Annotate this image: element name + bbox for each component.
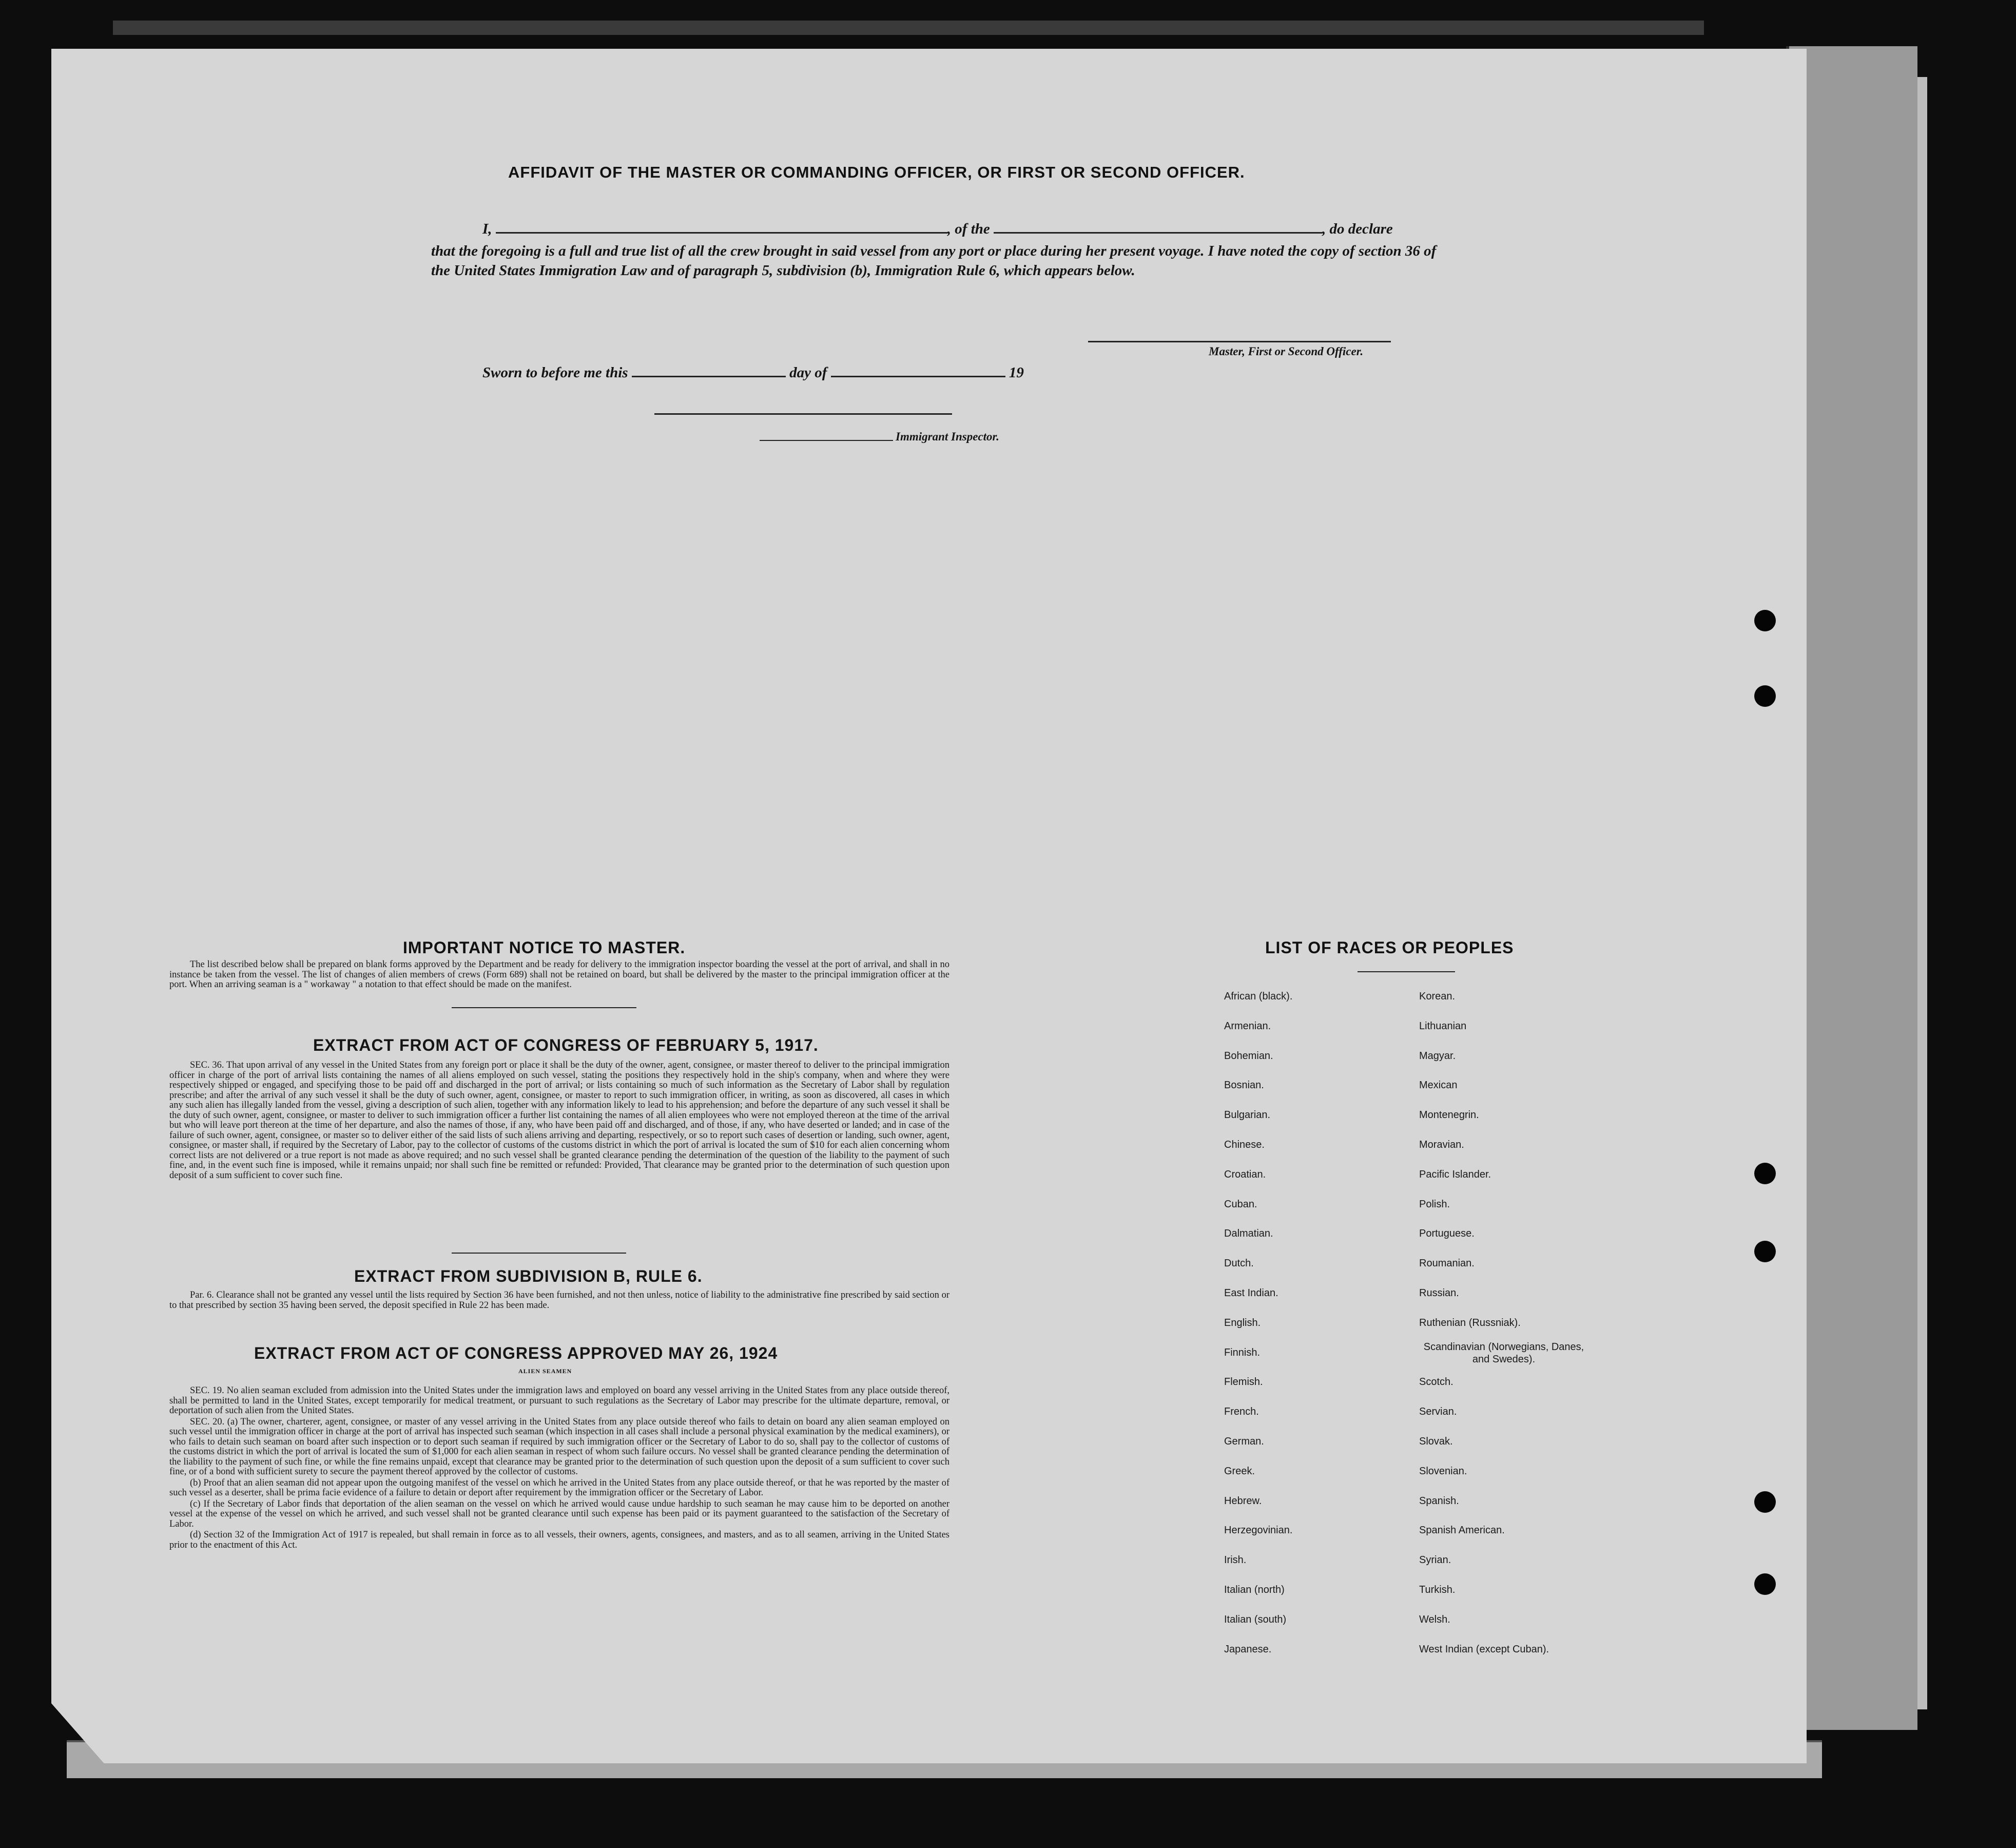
sworn-month-blank[interactable] [831,364,1005,377]
master-signature-label: Master, First or Second Officer. [1209,345,1364,358]
race-item: Slovenian. [1419,1466,1467,1477]
race-item: Pacific Islander. [1419,1169,1491,1180]
master-signature-line[interactable] [1088,341,1391,342]
race-item: Lithuanian [1419,1021,1467,1032]
page-edge-top [113,21,1704,35]
inspector-name-line[interactable] [654,413,952,415]
race-item: Spanish. [1419,1495,1459,1507]
affidavit-declaration-line [482,221,1393,238]
race-item: Spanish American. [1419,1525,1505,1536]
sworn-line [482,364,1024,381]
race-item: German. [1224,1436,1264,1447]
race-item: Bohemian. [1224,1050,1273,1062]
race-item: Montenegrin. [1419,1109,1479,1121]
sec-20a-paragraph: SEC. 20. (a) The owner, charterer, agent, consignee, or master of any vessel arriving in the United States from any place outside thereof who fails to detain on board any alien seaman employed on such vessel until the immigration officer in charge at the port of arrival has inspected such seaman (which inspection in all cases shall include a personal physical examination by the medical examiners), or who fails to detain such seaman on board after such inspection or to deport such seaman if required by such immigration officer or the Secretary of Labor to do so, shall pay to the collector of customs of the customs district in which the port of arrival is located the sum of $1,000 for each alien seaman in respect of whom such failure occurs. No vessel shall be granted clearance pending the determination of the liability to the payment of such fine, or while the fine remains unpaid, except that clearance may be granted prior to the determination of such question upon the deposit of a sum sufficient to cover such fine, or of a bond with sufficient surety to secure the payment thereof approved by the collector of customs. [169,1416,949,1477]
race-item: Servian. [1419,1406,1457,1417]
race-item: West Indian (except Cuban). [1419,1644,1549,1655]
divider [452,1007,636,1008]
race-item: Welsh. [1419,1614,1450,1625]
punch-hole [1754,1163,1776,1184]
race-item: Scotch. [1419,1376,1453,1388]
race-item: Moravian. [1419,1139,1464,1150]
race-item: Polish. [1419,1199,1450,1210]
notice-paragraph: The list described below shall be prepared on blank forms approved by the Department and be ready for delivery to the immigration inspector boarding the vessel at the port of arrival, and shall in no instance be taken from the vessel. The list of changes of alien members of crews (Form 689) shall not be retained on board, but shall be delivered by the master to the principal immigration officer at the port. When an arriving seaman is a " workaway " a notation to that effect should be made on the manifest. [169,959,949,990]
punch-hole [1754,610,1776,631]
race-item: Italian (north) [1224,1584,1285,1595]
race-item: English. [1224,1317,1261,1329]
divider [1358,971,1455,972]
race-item: Greek. [1224,1466,1255,1477]
race-item: Italian (south) [1224,1614,1287,1625]
affidavit-body: that the foregoing is a full and true list of all the crew brought in said vessel from any port or place during her present voyage. I have noted the copy of section 36 of the United States Immigration Law and of paragraph 5, subdivision (b), Immigration Rule 6, which appears below. [431,243,1437,279]
race-item: Cuban. [1224,1199,1257,1210]
race-item: Scandinavian (Norwegians, Danes, and Swedes). [1423,1341,1584,1365]
inspector-signature-line[interactable] [760,440,893,441]
race-item: French. [1224,1406,1259,1417]
extract-rule6-title: EXTRACT FROM SUBDIVISION B, RULE 6. [354,1267,703,1285]
sworn-year: 19 [1009,364,1024,381]
sec-20d-paragraph: (d) Section 32 of the Immigration Act of 1917 is repealed, but shall remain in force as to all vessels, their owners, agents, consignees, and masters, and as to all seamen, arriving in the United States prior to the enactment of this Act. [169,1530,949,1550]
race-item: Croatian. [1224,1169,1266,1180]
race-item: Roumanian. [1419,1258,1475,1269]
extract-1917-title: EXTRACT FROM ACT OF CONGRESS OF FEBRUARY 5, 1917. [313,1036,819,1054]
race-item: Dutch. [1224,1258,1254,1269]
race-item: Armenian. [1224,1021,1271,1032]
affidavit-of-the-label: , of the [947,221,990,237]
name-blank[interactable] [496,221,947,234]
extract-1924-text [169,1386,949,1551]
race-item: Syrian. [1419,1554,1451,1566]
race-item: Bosnian. [1224,1080,1264,1091]
sworn-day-of: day of [789,364,827,381]
race-item: Chinese. [1224,1139,1265,1150]
punch-hole [1754,1573,1776,1595]
race-item: Turkish. [1419,1584,1456,1595]
extract-1924-subtitle: ALIEN SEAMEN [518,1368,572,1375]
race-item: Slovak. [1419,1436,1453,1447]
sec-36-paragraph: SEC. 36. That upon arrival of any vessel in the United States from any foreign port or place it shall be the duty of the owner, agent, consignee, or master thereof to deliver to the principal immigration officer in charge of the port of arrival lists containing the names of all aliens employed on such vessel, stating the positions they respectively hold in the ship's company, when and where they were respectively shipped or engaged, and specifying those to be paid off and discharged in the port of arrival; or lists containing so much of such information as the Secretary of Labor shall by regulation prescribe; and after the arrival of any such vessel it shall be the duty of such owner, agent, consignee, or master to report to such immigration officer, in writing, as soon as discovered, all cases in which any such alien has illegally landed from the vessel, giving a description of such alien, together with any information likely to lead to his apprehension; and before the departure of any such vessel it shall be the duty of such owner, agent, consignee, or master to deliver to such immigration officer a further list containing the names of all alien employees who were not employed thereon at the time of the arrival but who will leave port thereon at the time of her departure, and also the names of those, if any, who have been paid off and discharged, and of those, if any, who have deserted or landed; and in case of the failure of such owner, agent, consignee, or master so to deliver either of the said lists of such aliens arriving and departing, respectively, or so to report such cases of desertion or landing, such owner, agent, consignee, or master shall, if required by the Secretary of Labor, pay to the collector of customs of the customs district in which the port of arrival is located the sum of $10 for each alien concerning whom correct lists are not delivered or a true report is not made as above required; and no such vessel shall be granted clearance pending the determination of the question of the liability to the payment of such fine, and, in the event such fine is imposed, while it remains unpaid; nor shall such fine be remitted or refunded: Provided, That clearance may be granted prior to the determination of such question upon deposit of a sum sufficient to cover such fine. [169,1060,949,1181]
sworn-day-blank[interactable] [632,364,786,377]
extract-1924-title: EXTRACT FROM ACT OF CONGRESS APPROVED MAY 26, 1924 [254,1344,778,1362]
race-item: Herzegovinian. [1224,1525,1293,1536]
sec-20b-paragraph: (b) Proof that an alien seaman did not appear upon the outgoing manifest of the vessel on which he arrived in the United States from any place outside thereof, or that he was reported by the master of such vessel as a deserter, shall be prima facie evidence of a failure to detain or deport after requirement by the immigration officer or the Secretary of Labor. [169,1477,949,1498]
race-item: East Indian. [1224,1287,1278,1299]
extract-rule6-text [169,1291,949,1312]
race-item: Dalmatian. [1224,1228,1273,1239]
race-item: Finnish. [1224,1347,1261,1358]
inspector-label: Immigrant Inspector. [896,430,999,443]
punch-hole [1754,1491,1776,1513]
vessel-blank[interactable] [994,221,1322,234]
punch-hole [1754,685,1776,707]
notice-text [169,960,949,991]
race-item: African (black). [1224,991,1293,1002]
par-6-paragraph: Par. 6. Clearance shall not be granted any vessel until the lists required by Section 36 have been furnished, and not then unless, notice of liability to the administrative fine prescribed by said section or to that prescribed by section 35 having been served, the deposit specified in Rule 22 has been made. [169,1290,949,1311]
punch-hole [1754,1241,1776,1262]
affidavit-i-label: I, [482,221,492,237]
sec-19-paragraph: SEC. 19. No alien seaman excluded from admission into the United States under the immigration laws and employed on board any vessel arriving in the United States from any place outside thereof, shall be permitted to land in the United States, except temporarily for medical treatment, or pursuant to such regulations as the Secretary of Labor may prescribe for the ultimate departure, removal, or deportation of such alien from the United States. [169,1385,949,1416]
affidavit-title: AFFIDAVIT OF THE MASTER OR COMMANDING OFFICER, OR FIRST OR SECOND OFFICER. [508,163,1245,181]
race-item: Korean. [1419,991,1456,1002]
race-item: Russian. [1419,1287,1459,1299]
race-item: Magyar. [1419,1050,1456,1062]
race-item: Irish. [1224,1554,1247,1566]
race-item: Flemish. [1224,1376,1263,1388]
divider [452,1253,626,1254]
race-item: Hebrew. [1224,1495,1262,1507]
extract-1917-text [169,1061,949,1182]
race-item: Bulgarian. [1224,1109,1271,1121]
race-item: Japanese. [1224,1644,1272,1655]
sworn-prefix: Sworn to before me this [482,364,628,381]
affidavit-declare-label: , do declare [1322,221,1393,237]
race-item: Portuguese. [1419,1228,1475,1239]
race-item: Mexican [1419,1080,1458,1091]
races-title: LIST OF RACES OR PEOPLES [1265,938,1514,957]
sec-20c-paragraph: (c) If the Secretary of Labor finds that deportation of the alien seaman on the vessel on which he arrived would cause undue hardship to such seaman he may cause him to be deported on another vessel at the expense of the vessel on which he arrived, and such vessel shall not be granted clearance until such expense has been paid or its payment guaranteed to the satisfaction of the Secretary of Labor. [169,1498,949,1529]
notice-title: IMPORTANT NOTICE TO MASTER. [403,938,686,957]
race-item: Ruthenian (Russniak). [1419,1317,1521,1329]
